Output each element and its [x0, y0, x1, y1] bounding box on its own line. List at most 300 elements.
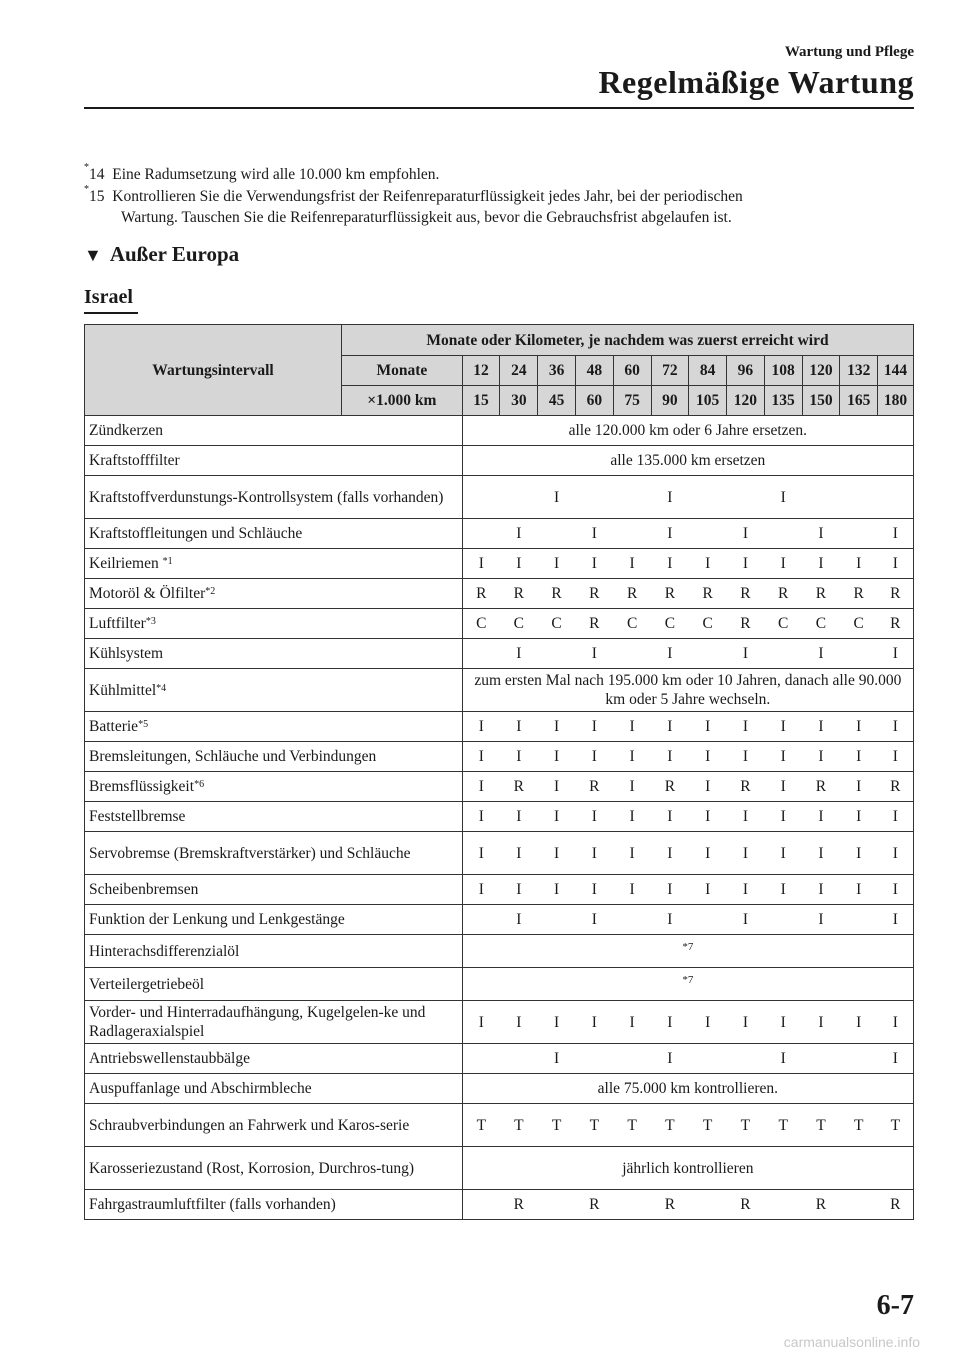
schedule-cell: C: [462, 609, 500, 639]
schedule-cell: I: [613, 802, 651, 832]
table-row: [85, 639, 914, 669]
schedule-cell: T: [500, 1104, 538, 1147]
schedule-cell: [689, 476, 727, 519]
schedule-cell: I: [689, 1001, 727, 1044]
schedule-cell: I: [727, 905, 765, 935]
schedule-cell: I: [538, 875, 576, 905]
schedule-cell: I: [575, 802, 613, 832]
schedule-cell: I: [575, 1001, 613, 1044]
schedule-cell: I: [802, 832, 840, 875]
schedule-cell: I: [613, 875, 651, 905]
table-row: [85, 669, 914, 712]
schedule-cell: [840, 639, 878, 669]
schedule-cell: R: [575, 1190, 613, 1220]
footnote-14: [84, 164, 914, 185]
schedule-cell: C: [764, 609, 802, 639]
schedule-cell: [613, 639, 651, 669]
km-value: 30: [500, 386, 538, 416]
item-label: Keilriemen: [89, 555, 163, 572]
schedule-cell: I: [538, 772, 576, 802]
schedule-cell: [462, 905, 500, 935]
schedule-cell: [764, 1190, 802, 1220]
schedule-cell: I: [764, 832, 802, 875]
item-name: [85, 1147, 463, 1190]
item-name: [85, 476, 463, 519]
schedule-cell: R: [802, 1190, 840, 1220]
footnote-ref: *4: [156, 682, 167, 694]
table-row: [85, 579, 914, 609]
schedule-cell: I: [575, 875, 613, 905]
schedule-cell: R: [651, 579, 689, 609]
schedule-cell: T: [878, 1104, 914, 1147]
item-name: [85, 609, 463, 639]
schedule-cell: I: [689, 772, 727, 802]
item-label: Kühlsystem: [89, 645, 164, 662]
schedule-cell: I: [764, 802, 802, 832]
schedule-cell: I: [538, 832, 576, 875]
schedule-cell: [689, 905, 727, 935]
schedule-cell: C: [802, 609, 840, 639]
schedule-cell: T: [651, 1104, 689, 1147]
schedule-cell: [840, 1044, 878, 1074]
schedule-cell: I: [727, 1001, 765, 1044]
table-row: [85, 875, 914, 905]
span-header: Monate oder Kilometer, je nachdem was zuerst erreicht wird: [342, 325, 914, 356]
schedule-cell: R: [802, 772, 840, 802]
item-label: Motoröl & Ölfilter: [89, 585, 206, 602]
schedule-cell: R: [651, 772, 689, 802]
schedule-cell: [840, 519, 878, 549]
schedule-cell: R: [575, 579, 613, 609]
schedule-cell: I: [840, 802, 878, 832]
schedule-cell: I: [575, 905, 613, 935]
schedule-cell: I: [500, 519, 538, 549]
item-label: Zündkerzen: [89, 422, 164, 439]
schedule-cell: I: [878, 712, 914, 742]
schedule-cell: I: [689, 549, 727, 579]
schedule-cell: I: [651, 712, 689, 742]
item-label: Kraftstoffleitungen und Schläuche: [89, 525, 303, 542]
schedule-cell: I: [689, 712, 727, 742]
schedule-cell: I: [878, 519, 914, 549]
item-name: [85, 772, 463, 802]
item-label: Feststellbremse: [89, 808, 186, 825]
schedule-cell: [613, 1044, 651, 1074]
item-name: [85, 802, 463, 832]
schedule-cell: C: [840, 609, 878, 639]
month-value: 144: [878, 356, 914, 386]
month-value: 24: [500, 356, 538, 386]
section-title: Außer Europa: [109, 242, 240, 266]
table-row: [85, 549, 914, 579]
schedule-cell: R: [727, 579, 765, 609]
schedule-cell: I: [538, 1001, 576, 1044]
schedule-cell: R: [727, 609, 765, 639]
schedule-cell: I: [802, 905, 840, 935]
schedule-cell: I: [764, 712, 802, 742]
item-label: Kraftstofffilter: [89, 452, 180, 469]
table-row: [85, 935, 914, 968]
schedule-cell: I: [538, 712, 576, 742]
merged-cell: alle 120.000 km oder 6 Jahre ersetzen.: [462, 416, 913, 446]
schedule-cell: I: [802, 712, 840, 742]
schedule-cell: I: [651, 875, 689, 905]
item-label: Fahrgastraumluftfilter (falls vorhanden): [89, 1196, 336, 1213]
km-label: ×1.000 km: [342, 386, 463, 416]
km-value: 75: [613, 386, 651, 416]
footnote-number: 14: [89, 166, 105, 183]
schedule-cell: I: [727, 875, 765, 905]
schedule-cell: I: [651, 549, 689, 579]
schedule-cell: R: [878, 609, 914, 639]
table-row: [85, 905, 914, 935]
schedule-cell: [802, 476, 840, 519]
schedule-cell: [613, 476, 651, 519]
schedule-cell: I: [878, 639, 914, 669]
schedule-cell: [613, 519, 651, 549]
schedule-cell: [462, 639, 500, 669]
item-label: Kraftstoffverdunstungs-Kontrollsystem (falls vorhanden): [89, 488, 444, 506]
footnote-text-continued: Wartung. Tauschen Sie die Reifenreparaturflüssigkeit aus, bevor die Gebrauchsfrist abgelaufen ist.: [121, 209, 732, 226]
schedule-cell: [462, 1190, 500, 1220]
schedule-cell: I: [840, 832, 878, 875]
header-row-span: [85, 325, 914, 356]
item-label: Schraubverbindungen an Fahrwerk und Karos-serie: [89, 1116, 410, 1134]
schedule-cell: C: [613, 609, 651, 639]
schedule-cell: I: [689, 802, 727, 832]
month-value: 96: [727, 356, 765, 386]
item-name: [85, 875, 463, 905]
subsection-underline: [84, 312, 138, 314]
footnote-ref: *5: [138, 719, 149, 730]
table-row: [85, 772, 914, 802]
schedule-cell: I: [764, 549, 802, 579]
schedule-cell: C: [500, 609, 538, 639]
schedule-cell: [840, 476, 878, 519]
triangle-down-icon: ▼: [84, 245, 102, 265]
month-value: 72: [651, 356, 689, 386]
footnote-cell: *7: [462, 935, 913, 968]
schedule-cell: I: [538, 802, 576, 832]
schedule-cell: I: [878, 1044, 914, 1074]
table-row: [85, 1001, 914, 1044]
schedule-cell: I: [689, 832, 727, 875]
merged-cell: zum ersten Mal nach 195.000 km oder 10 Jahren, danach alle 90.000 km oder 5 Jahre wechseln.: [462, 669, 913, 712]
schedule-cell: I: [613, 772, 651, 802]
footnote-15: [84, 186, 914, 228]
schedule-cell: I: [613, 742, 651, 772]
schedule-cell: I: [500, 549, 538, 579]
schedule-cell: R: [878, 1190, 914, 1220]
schedule-cell: I: [727, 832, 765, 875]
table-row: [85, 968, 914, 1001]
schedule-cell: I: [651, 802, 689, 832]
schedule-cell: [613, 1190, 651, 1220]
footnote-mark: *: [84, 162, 89, 173]
merged-cell: alle 135.000 km ersetzen: [462, 446, 913, 476]
table-row: [85, 609, 914, 639]
item-label: Kühlmittel: [89, 681, 157, 699]
schedule-cell: R: [727, 772, 765, 802]
item-label: Vorder- und Hinterradaufhängung, Kugelgelen-ke und Radlageraxialspiel: [89, 1004, 426, 1040]
schedule-cell: I: [462, 1001, 500, 1044]
schedule-cell: [840, 905, 878, 935]
schedule-cell: [764, 639, 802, 669]
schedule-cell: I: [538, 1044, 576, 1074]
footnote-ref: *1: [162, 556, 173, 567]
schedule-cell: I: [651, 1001, 689, 1044]
schedule-cell: I: [878, 549, 914, 579]
schedule-cell: I: [840, 1001, 878, 1044]
page-number: 6-7: [876, 1290, 914, 1321]
footnote-ref: *3: [145, 616, 156, 627]
month-value: 60: [613, 356, 651, 386]
schedule-cell: R: [651, 1190, 689, 1220]
schedule-cell: I: [500, 905, 538, 935]
item-name: [85, 742, 463, 772]
schedule-cell: I: [727, 549, 765, 579]
schedule-cell: [462, 476, 500, 519]
schedule-cell: I: [802, 742, 840, 772]
km-value: 105: [689, 386, 727, 416]
schedule-cell: I: [462, 875, 500, 905]
schedule-cell: I: [462, 549, 500, 579]
item-label: Karosseriezustand (Rost, Korrosion, Durchros-tung): [89, 1159, 415, 1177]
item-name: [85, 1074, 463, 1104]
item-label: Hinterachsdifferenzialöl: [89, 942, 240, 960]
schedule-cell: [538, 1190, 576, 1220]
footnote-cell: *7: [462, 968, 913, 1001]
schedule-cell: T: [462, 1104, 500, 1147]
schedule-cell: I: [462, 772, 500, 802]
table-row: [85, 416, 914, 446]
schedule-cell: I: [878, 832, 914, 875]
schedule-cell: [613, 905, 651, 935]
schedule-cell: I: [651, 1044, 689, 1074]
month-value: 48: [575, 356, 613, 386]
item-label: Verteilergetriebeöl: [89, 975, 205, 993]
item-label: Bremsflüssigkeit: [89, 778, 195, 795]
km-value: 45: [538, 386, 576, 416]
schedule-cell: I: [840, 772, 878, 802]
schedule-cell: [727, 1044, 765, 1074]
schedule-cell: T: [802, 1104, 840, 1147]
schedule-cell: I: [651, 832, 689, 875]
table-row: [85, 712, 914, 742]
schedule-cell: R: [840, 579, 878, 609]
item-name: [85, 519, 463, 549]
schedule-cell: T: [727, 1104, 765, 1147]
schedule-cell: I: [651, 476, 689, 519]
table-row: [85, 1044, 914, 1074]
chapter-title: Wartung und Pflege: [784, 44, 914, 60]
km-value: 180: [878, 386, 914, 416]
schedule-cell: [500, 1044, 538, 1074]
schedule-cell: I: [575, 742, 613, 772]
km-value: 15: [462, 386, 500, 416]
schedule-cell: R: [802, 579, 840, 609]
schedule-cell: I: [727, 519, 765, 549]
schedule-cell: I: [651, 519, 689, 549]
schedule-cell: [538, 519, 576, 549]
schedule-cell: [689, 1190, 727, 1220]
schedule-cell: I: [651, 639, 689, 669]
schedule-cell: T: [764, 1104, 802, 1147]
schedule-cell: I: [500, 639, 538, 669]
km-value: 90: [651, 386, 689, 416]
item-label: Scheibenbremsen: [89, 881, 199, 898]
schedule-cell: [462, 519, 500, 549]
schedule-cell: I: [462, 802, 500, 832]
table-row: [85, 832, 914, 875]
schedule-cell: I: [500, 742, 538, 772]
merged-cell: jährlich kontrollieren: [462, 1147, 913, 1190]
schedule-cell: I: [613, 549, 651, 579]
schedule-cell: [538, 905, 576, 935]
schedule-cell: I: [651, 742, 689, 772]
schedule-cell: I: [764, 476, 802, 519]
watermark: carmanualsonline.info: [783, 1334, 920, 1350]
schedule-cell: I: [727, 802, 765, 832]
schedule-cell: I: [802, 639, 840, 669]
schedule-cell: I: [575, 639, 613, 669]
schedule-cell: I: [575, 712, 613, 742]
schedule-cell: I: [878, 905, 914, 935]
months-label: Monate: [342, 356, 463, 386]
footnote-number: 15: [89, 188, 105, 205]
schedule-cell: I: [462, 712, 500, 742]
interval-header: Wartungsintervall: [85, 325, 342, 416]
schedule-cell: I: [575, 832, 613, 875]
table-row: [85, 1074, 914, 1104]
item-label: Bremsleitungen, Schläuche und Verbindungen: [89, 748, 377, 765]
table-row: [85, 519, 914, 549]
schedule-cell: [727, 476, 765, 519]
km-value: 165: [840, 386, 878, 416]
schedule-cell: I: [802, 1001, 840, 1044]
footnote-ref: *2: [205, 586, 216, 597]
schedule-cell: I: [802, 519, 840, 549]
schedule-cell: I: [878, 875, 914, 905]
schedule-cell: I: [651, 905, 689, 935]
schedule-cell: R: [613, 579, 651, 609]
footnote-text: Kontrollieren Sie die Verwendungsfrist der Reifenreparaturflüssigkeit jedes Jahr, bei der periodischen: [112, 188, 743, 205]
schedule-cell: R: [575, 609, 613, 639]
month-value: 132: [840, 356, 878, 386]
schedule-cell: I: [462, 832, 500, 875]
item-label: Luftfilter: [89, 615, 146, 632]
schedule-cell: R: [878, 579, 914, 609]
schedule-cell: R: [878, 772, 914, 802]
schedule-cell: I: [613, 1001, 651, 1044]
item-name: [85, 1104, 463, 1147]
schedule-cell: [689, 1044, 727, 1074]
item-name: [85, 968, 463, 1001]
table-row: [85, 476, 914, 519]
schedule-cell: I: [575, 549, 613, 579]
schedule-cell: [538, 639, 576, 669]
schedule-cell: I: [764, 875, 802, 905]
schedule-cell: I: [840, 875, 878, 905]
schedule-cell: R: [727, 1190, 765, 1220]
schedule-cell: I: [878, 802, 914, 832]
header-rule: [84, 107, 914, 109]
schedule-cell: I: [689, 742, 727, 772]
schedule-cell: I: [500, 832, 538, 875]
item-name: [85, 549, 463, 579]
schedule-cell: R: [575, 772, 613, 802]
schedule-cell: R: [462, 579, 500, 609]
schedule-cell: I: [500, 712, 538, 742]
km-value: 60: [575, 386, 613, 416]
footnote-mark: *: [84, 184, 89, 195]
schedule-cell: T: [840, 1104, 878, 1147]
schedule-cell: R: [764, 579, 802, 609]
schedule-cell: T: [689, 1104, 727, 1147]
km-value: 120: [727, 386, 765, 416]
schedule-cell: I: [878, 742, 914, 772]
item-label: Batterie: [89, 718, 139, 735]
schedule-cell: I: [500, 875, 538, 905]
subsection-heading: Israel: [84, 286, 133, 308]
schedule-cell: R: [500, 579, 538, 609]
item-name: [85, 935, 463, 968]
item-name: [85, 579, 463, 609]
item-name: [85, 832, 463, 875]
schedule-cell: I: [840, 712, 878, 742]
schedule-cell: [878, 476, 914, 519]
footnote-ref: *6: [194, 779, 205, 790]
schedule-cell: [575, 476, 613, 519]
schedule-cell: I: [500, 802, 538, 832]
schedule-cell: [689, 519, 727, 549]
schedule-cell: [500, 476, 538, 519]
month-value: 84: [689, 356, 727, 386]
schedule-cell: I: [802, 549, 840, 579]
schedule-cell: I: [764, 772, 802, 802]
item-name: [85, 712, 463, 742]
schedule-cell: I: [840, 549, 878, 579]
schedule-cell: I: [500, 1001, 538, 1044]
month-value: 36: [538, 356, 576, 386]
item-label: Funktion der Lenkung und Lenkgestänge: [89, 911, 345, 928]
schedule-cell: I: [462, 742, 500, 772]
schedule-cell: C: [651, 609, 689, 639]
schedule-cell: C: [538, 609, 576, 639]
schedule-cell: I: [538, 476, 576, 519]
maintenance-schedule-table: [84, 324, 914, 1220]
schedule-cell: [689, 639, 727, 669]
schedule-cell: I: [727, 712, 765, 742]
table-row: [85, 1104, 914, 1147]
page-title: Regelmäßige Wartung: [598, 64, 914, 100]
table-body: [85, 325, 914, 1220]
schedule-cell: I: [802, 875, 840, 905]
month-value: 120: [802, 356, 840, 386]
schedule-cell: I: [878, 1001, 914, 1044]
schedule-cell: R: [500, 1190, 538, 1220]
schedule-cell: R: [500, 772, 538, 802]
table-row: [85, 1147, 914, 1190]
schedule-cell: C: [689, 609, 727, 639]
schedule-cell: I: [538, 549, 576, 579]
schedule-cell: I: [689, 875, 727, 905]
schedule-cell: I: [764, 742, 802, 772]
schedule-cell: R: [689, 579, 727, 609]
schedule-cell: R: [538, 579, 576, 609]
schedule-cell: T: [538, 1104, 576, 1147]
table-row: [85, 802, 914, 832]
